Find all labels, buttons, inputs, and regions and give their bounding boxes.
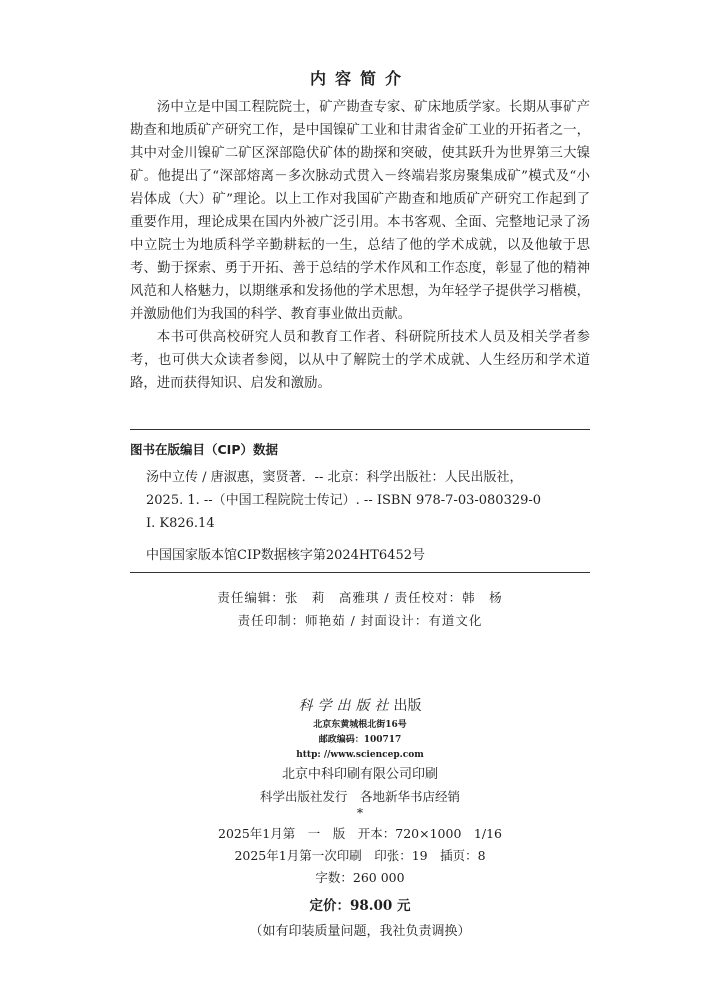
credits-line-1: 责任编辑：张 莉 高雅琪 / 责任校对：韩 杨 bbox=[217, 590, 503, 605]
publisher-postcode: 邮政编码：100717 bbox=[318, 735, 402, 745]
intro-title: 内容简介 bbox=[309, 69, 410, 88]
cip-record-number: 中国国家版本馆CIP数据核字第2024HT6452号 bbox=[146, 548, 426, 563]
publisher-line bbox=[130, 694, 590, 718]
word-count: 字数：260 000 bbox=[315, 870, 405, 885]
printer: 北京中科印刷有限公司印刷 bbox=[281, 767, 438, 782]
publisher-website: http: //www.sciencep.com bbox=[296, 750, 424, 760]
credits bbox=[130, 586, 590, 632]
cip-line-1: 汤中立传 / 唐淑惠，窦贤著．-- 北京：科学出版社：人民出版社， bbox=[146, 470, 523, 485]
quality-notice: （如有印装质量问题，我社负责调换） bbox=[249, 924, 471, 939]
cip-classification: Ⅰ. K826.14 bbox=[146, 516, 215, 531]
intro-paragraph-1: 汤中立是中国工程院院士，矿产勘查专家、矿床地质学家。长期从事矿产勘查和地质矿产研究工作，是中国镍矿工业和甘肃省金矿工业的开拓者之一，其中对金川镍矿二矿区深部隐伏矿体的勘探和突破，使其跃升为世界第三大镍矿。他提出了“深部熔离－多次脉动式贯入－终端岩浆房聚集成矿”模式及“小岩体成（大）矿”理论。以上工作对我国矿产勘查和地质矿产研究工作起到了重要作用，理论成果在国内外被广泛引用。本书客观、全面、完整地记录了汤中立院士为地质科学辛勤耕耘的一生，总结了他的学术成就，以及他敏于思考、勤于探索、勇于开拓、善于总结的学术作风和工作态度，彰显了他的精神风范和人格魅力，以期继承和发扬他的学术思想，为年轻学子提供学习楷模，并激励他们为我国的科学、教育事业做出贡献。 bbox=[130, 100, 590, 322]
cip-top-rule bbox=[130, 429, 590, 430]
credits-line-2: 责任印制：师艳茹 / 封面设计：有道文化 bbox=[237, 613, 483, 628]
intro-body bbox=[130, 96, 590, 395]
intro-paragraph-2: 本书可供高校研究人员和教育工作者、科研院所技术人员及相关学者参考，也可供大众读者参阅，以从中了解院士的学术成就、人生经历和学术道路，进而获得知识、启发和激励。 bbox=[130, 330, 590, 391]
separator-star: * bbox=[356, 805, 364, 820]
colophon bbox=[130, 694, 590, 945]
printing-info: 2025年1月第一次印刷 印张：19 插页：8 bbox=[234, 848, 486, 863]
edition-info: 2025年1月第 一 版 开本：720×1000 1/16 bbox=[218, 826, 502, 841]
cip-line-2: 2025. 1. --（中国工程院院士传记）. -- ISBN 978-7-03-080329-0 bbox=[146, 493, 542, 508]
publisher-suffix: 出版 bbox=[393, 698, 422, 714]
distribution: 科学出版社发行 各地新华书店经销 bbox=[259, 789, 460, 804]
publisher-address: 北京东黄城根北街16号 bbox=[313, 720, 407, 730]
cip-bottom-rule bbox=[130, 572, 590, 573]
price: 定价：98.00 元 bbox=[309, 898, 411, 914]
publisher-name: 科学出版社 bbox=[298, 698, 394, 714]
cip-heading: 图书在版编目（CIP）数据 bbox=[130, 442, 278, 457]
